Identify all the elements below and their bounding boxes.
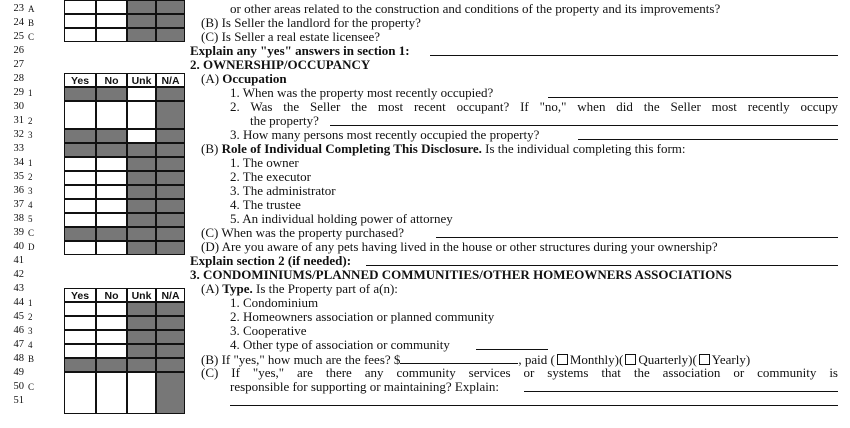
grid-cell-no[interactable] (96, 316, 127, 330)
type-other-field[interactable] (476, 349, 548, 350)
grid-cell-yes[interactable] (64, 101, 96, 129)
grid-cell-na (156, 358, 185, 372)
role-administrator: 3. The administrator (230, 183, 336, 198)
grid-cell-no[interactable] (96, 302, 127, 316)
line-number (0, 240, 62, 254)
fees-question: (B) If "yes," how much are the fees? $ , paid ( Monthly)( Quarterly)( Yearly) (201, 352, 751, 367)
line-item-label: 2 (28, 172, 33, 182)
line-number (0, 30, 62, 44)
section2-explain-label: Explain section 2 (if needed): (190, 253, 352, 268)
line-number-value: 30 (13, 101, 24, 112)
grid-cell-yes (64, 87, 96, 101)
type-condominium: 1. Condominium (230, 295, 319, 310)
line-number (0, 198, 62, 212)
yearly-checkbox[interactable] (699, 354, 710, 365)
grid-header-no: No (96, 288, 127, 302)
section2-explain-field[interactable] (366, 265, 838, 266)
grid-cell-yes[interactable] (64, 302, 96, 316)
grid-cell-na (156, 14, 185, 28)
section2-b-label: (B) Role of Individual Completing This Disclosure. Is the individual completing this form: (201, 141, 686, 156)
line-number-value: 47 (13, 339, 24, 350)
line-number (0, 394, 62, 408)
line-number-value: 34 (13, 157, 24, 168)
grid-cell-yes[interactable] (64, 0, 96, 14)
line-number (0, 72, 62, 86)
line-item-label: C (28, 382, 35, 392)
line-item-label: 4 (28, 340, 33, 350)
community-services-question: (C) If "yes," are there any community services or systems that the association or community is (201, 365, 838, 380)
grid-cell-unk[interactable] (127, 87, 156, 101)
grid-cell-na (156, 28, 185, 42)
line-number-value: 26 (13, 45, 24, 56)
purchase-date-field[interactable] (436, 237, 838, 238)
grid-cell-unk (127, 344, 156, 358)
grid-cell-unk (127, 358, 156, 372)
grid-cell-unk (127, 213, 156, 227)
line-number-value: 24 (13, 17, 24, 28)
grid-cell-yes[interactable] (64, 344, 96, 358)
grid-cell-no[interactable] (96, 14, 127, 28)
grid-cell-no[interactable] (96, 330, 127, 344)
grid-header-yes: Yes (64, 73, 96, 87)
grid-cell-yes[interactable] (64, 241, 96, 255)
grid-cell-yes[interactable] (64, 330, 96, 344)
grid-cell-yes (64, 227, 96, 241)
grid-cell-na (156, 344, 185, 358)
line-number (0, 366, 62, 380)
line-number (0, 86, 62, 100)
line-item-label: 4 (28, 200, 33, 210)
line-number-value: 45 (13, 311, 24, 322)
section1-question-b: (B) Is Seller the landlord for the property? (201, 15, 421, 30)
grid-cell-unk (127, 14, 156, 28)
grid-cell-unk[interactable] (127, 101, 156, 129)
line-number-value: 41 (13, 255, 24, 266)
line-number-value: 31 (13, 115, 24, 126)
grid-header-unk: Unk (127, 288, 156, 302)
grid-cell-no[interactable] (96, 157, 127, 171)
grid-cell-na (156, 87, 185, 101)
line-number (0, 142, 62, 156)
section1-question-c: (C) Is Seller a real estate licensee? (201, 29, 381, 44)
line-item-label: 1 (28, 88, 33, 98)
grid-cell-unk[interactable] (127, 129, 156, 143)
line-number-value: 37 (13, 199, 24, 210)
grid-cell-na (156, 316, 185, 330)
occupancy-question-3-field[interactable] (578, 139, 838, 140)
section3-heading: 3. CONDOMINIUMS/PLANNED COMMUNITIES/OTHER HOMEOWNERS ASSOCIATIONS (190, 267, 732, 282)
line-number (0, 226, 62, 240)
grid-cell-na (156, 171, 185, 185)
grid-cell-no (96, 87, 127, 101)
community-services-field-1[interactable] (524, 391, 838, 392)
line-number-value: 50 (13, 381, 24, 392)
line-number (0, 310, 62, 324)
grid-cell-na (156, 101, 185, 129)
line-number-value: 49 (13, 367, 24, 378)
line-number (0, 156, 62, 170)
grid-cell-no (96, 143, 127, 157)
grid-cell-yes[interactable] (64, 372, 96, 414)
grid-cell-yes[interactable] (64, 28, 96, 42)
line-item-label: 2 (28, 116, 33, 126)
grid-cell-unk (127, 185, 156, 199)
line-item-label: B (28, 354, 35, 364)
grid-cell-no (96, 227, 127, 241)
grid-cell-na (156, 199, 185, 213)
line-item-label: 5 (28, 214, 33, 224)
section2-heading: 2. OWNERSHIP/OCCUPANCY (190, 57, 371, 72)
line-number (0, 282, 62, 296)
line-item-label: D (28, 242, 35, 252)
grid-cell-na (156, 372, 185, 414)
grid-cell-na (156, 143, 185, 157)
grid-cell-no[interactable] (96, 241, 127, 255)
grid-header-na: N/A (156, 73, 185, 87)
line-item-label: 1 (28, 158, 33, 168)
quarterly-checkbox[interactable] (625, 354, 636, 365)
line-number (0, 184, 62, 198)
line-number-value: 29 (13, 87, 24, 98)
line-item-label: A (28, 4, 35, 14)
section2-question-d: (D) Are you aware of any pets having lived in the house or other structures during your ownership? (201, 239, 718, 254)
grid-cell-unk (127, 241, 156, 255)
grid-cell-unk (127, 143, 156, 157)
fees-amount-field[interactable] (400, 352, 518, 364)
grid-cell-unk (127, 199, 156, 213)
line-number (0, 2, 62, 16)
line-number-value: 51 (13, 395, 24, 406)
grid-cell-na (156, 241, 185, 255)
line-number (0, 324, 62, 338)
line-number-value: 44 (13, 297, 24, 308)
grid-cell-na (156, 129, 185, 143)
grid-cell-no[interactable] (96, 171, 127, 185)
line-number-value: 43 (13, 283, 24, 294)
line-number-value: 23 (13, 3, 24, 14)
role-owner: 1. The owner (230, 155, 299, 170)
line-number-value: 40 (13, 241, 24, 252)
line-number-value: 35 (13, 171, 24, 182)
grid-cell-unk (127, 0, 156, 14)
line-number (0, 268, 62, 282)
occupancy-question-2-field[interactable] (330, 125, 838, 126)
line-number-value: 36 (13, 185, 24, 196)
grid-cell-no[interactable] (96, 185, 127, 199)
grid-cell-na (156, 330, 185, 344)
occupancy-question-1-field[interactable] (548, 97, 838, 98)
line-number-value: 28 (13, 73, 24, 84)
grid-header-no: No (96, 73, 127, 87)
monthly-checkbox[interactable] (557, 354, 568, 365)
line-number (0, 44, 62, 58)
grid-cell-unk (127, 171, 156, 185)
line-number (0, 100, 62, 114)
role-power-of-attorney: 5. An individual holding power of attorney (230, 211, 453, 226)
grid-cell-no[interactable] (96, 344, 127, 358)
grid-cell-yes[interactable] (64, 171, 96, 185)
line-item-label: 3 (28, 130, 33, 140)
grid-cell-yes[interactable] (64, 213, 96, 227)
line-number (0, 170, 62, 184)
grid-cell-yes[interactable] (64, 199, 96, 213)
line-item-label: 3 (28, 186, 33, 196)
grid-cell-na (156, 227, 185, 241)
section1-explain-field[interactable] (430, 55, 838, 56)
grid-cell-unk (127, 330, 156, 344)
grid-cell-na (156, 0, 185, 14)
grid-cell-yes[interactable] (64, 185, 96, 199)
occupancy-question-1: 1. When was the property most recently occupied? (230, 85, 494, 100)
grid-cell-no[interactable] (96, 0, 127, 14)
section2-question-c: (C) When was the property purchased? (201, 225, 404, 240)
line-item-label: 2 (28, 312, 33, 322)
grid-cell-no[interactable] (96, 101, 127, 129)
grid-cell-no[interactable] (96, 199, 127, 213)
role-trustee: 4. The trustee (230, 197, 301, 212)
type-homeowners-association: 2. Homeowners association or planned community (230, 309, 495, 324)
grid-cell-no[interactable] (96, 213, 127, 227)
section3-a-label: (A) Type. Is the Property part of a(n): (201, 281, 398, 296)
grid-cell-unk (127, 316, 156, 330)
line-number (0, 380, 62, 394)
grid-cell-na (156, 302, 185, 316)
line-item-label: 3 (28, 326, 33, 336)
grid-cell-yes[interactable] (64, 14, 96, 28)
line-number-value: 39 (13, 227, 24, 238)
line-number (0, 254, 62, 268)
grid-cell-na (156, 157, 185, 171)
community-services-field-2[interactable] (230, 405, 838, 406)
role-executor: 2. The executor (230, 169, 311, 184)
line-number-value: 42 (13, 269, 24, 280)
line-number-value: 27 (13, 59, 24, 70)
type-other: 4. Other type of association or community (230, 337, 450, 352)
grid-cell-unk (127, 302, 156, 316)
line-number (0, 338, 62, 352)
grid-cell-yes[interactable] (64, 316, 96, 330)
occupancy-question-2-cont: the property? (250, 113, 319, 128)
occupancy-question-2: 2. Was the Seller the most recent occupant? If "no," when did the Seller most recently occupy (230, 99, 838, 114)
grid-cell-na (156, 185, 185, 199)
line-number (0, 114, 62, 128)
grid-cell-yes (64, 358, 96, 372)
line-number-value: 38 (13, 213, 24, 224)
grid-header-unk: Unk (127, 73, 156, 87)
line-number-value: 46 (13, 325, 24, 336)
occupancy-question-3: 3. How many persons most recently occupied the property? (230, 127, 540, 142)
grid-cell-yes (64, 129, 96, 143)
type-cooperative: 3. Cooperative (230, 323, 307, 338)
grid-cell-unk[interactable] (127, 372, 156, 414)
grid-cell-yes[interactable] (64, 157, 96, 171)
section1-explain-label: Explain any "yes" answers in section 1: (190, 43, 410, 58)
line-item-label: C (28, 228, 35, 238)
line-item-label: 1 (28, 298, 33, 308)
line-number (0, 16, 62, 30)
community-services-question-cont: responsible for supporting or maintaining? Explain: (230, 379, 499, 394)
grid-cell-no (96, 129, 127, 143)
grid-cell-no[interactable] (96, 372, 127, 414)
grid-cell-no (96, 358, 127, 372)
grid-cell-unk (127, 227, 156, 241)
line-number (0, 128, 62, 142)
grid-cell-unk (127, 157, 156, 171)
line-item-label: B (28, 18, 35, 28)
line-number-value: 33 (13, 143, 24, 154)
grid-header-yes: Yes (64, 288, 96, 302)
line-number (0, 58, 62, 72)
grid-header-na: N/A (156, 288, 185, 302)
line-item-label: C (28, 32, 35, 42)
line-number (0, 352, 62, 366)
grid-cell-no[interactable] (96, 28, 127, 42)
section1-line23-text: or other areas related to the construction and conditions of the property and its improvements? (230, 1, 721, 16)
line-number-value: 25 (13, 31, 24, 42)
line-number (0, 296, 62, 310)
grid-cell-yes (64, 143, 96, 157)
grid-cell-unk (127, 28, 156, 42)
line-number-value: 48 (13, 353, 24, 364)
line-number-value: 32 (13, 129, 24, 140)
line-number (0, 212, 62, 226)
section2-a-label: (A) Occupation (201, 71, 287, 86)
grid-cell-na (156, 213, 185, 227)
